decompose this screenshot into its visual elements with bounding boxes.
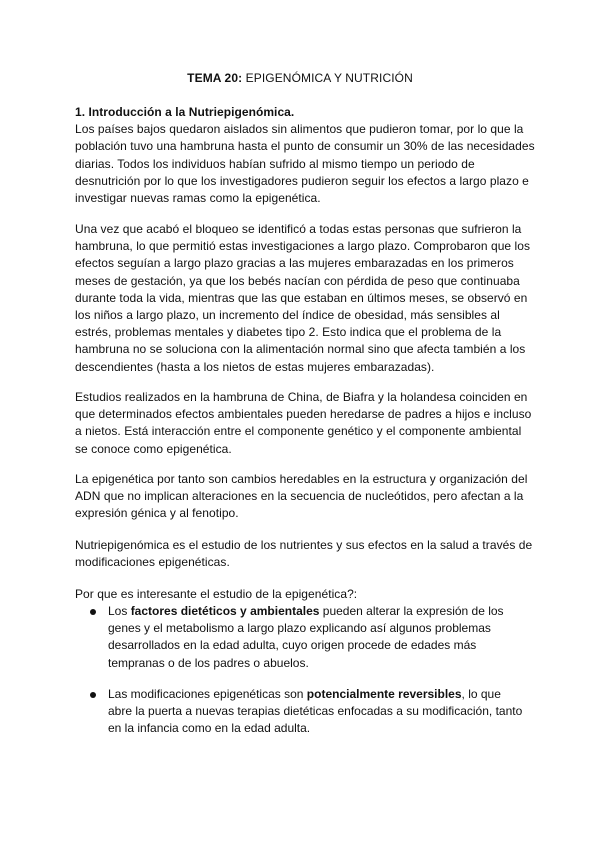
list-item-text: [108, 686, 528, 738]
page-title: [0, 71, 600, 85]
list-item-text: [108, 603, 528, 672]
paragraph-5: [75, 537, 535, 571]
paragraph-6: [75, 586, 535, 603]
section-intro: [75, 104, 535, 207]
paragraph-2-text: Una vez que acabó el bloqueo se identificó a todas estas personas que sufrieron la hambruna, lo que permitió estas investigaciones a largo plazo. Comprobaron que los efectos seguían a largo plazo gracias a las mujeres embarazadas en los primeros meses de gestación, ya que los bebés nacían con pérdida de peso que continuaba durante toda la vida, mientras que las que estaban en últimos meses, se observó en los niños a largo plazo, un incremento del índice de obesidad, más sensibles al estrés, problemas mentales y diabetes tipo 2. Esto indica que el problema de la hambruna no se soluciona con la alimentación normal sino que afecta también a los descendientes (hasta a los nietos de estas mujeres embarazadas).: [75, 222, 531, 374]
paragraph-3: [75, 389, 535, 458]
list-item-text-start: Las modificaciones epigenéticas son: [108, 687, 307, 701]
paragraph-2: [75, 221, 535, 376]
paragraph-5-text: Nutriepigenómica es el estudio de los nutrientes y sus efectos en la salud a través de modificaciones epigenéticas.: [75, 538, 533, 570]
paragraph-3-text: Estudios realizados en la hambruna de China, de Biafra y la holandesa coinciden en que determinados efectos ambientales pueden heredarse de padres a hijos e incluso a nietos. Está interacción entre el componente genético y el componente ambiental se conoce como epigenética.: [75, 390, 532, 456]
title-topic-number: TEMA 20:: [187, 71, 243, 85]
paragraph-1: Los países bajos quedaron aislados sin alimentos que pudieron tomar, por lo que la población tuvo una hambruna hasta el punto de consumir un 30% de las necesidades diarias. Todos los individuos habían sufrido al mismo tiempo un periodo de desnutrición por lo que los investigadores pudieron seguir los efectos a largo plazo e investigar nuevas ramas como la epigenética.: [75, 122, 535, 206]
paragraph-4-text: La epigenética por tanto son cambios heredables en la estructura y organización del ADN que no implican alteraciones en la secuencia de nucleótidos, pero afectan a la expresión génica y al fenotipo.: [75, 472, 528, 521]
list-item-text-start: Los: [108, 604, 131, 618]
paragraph-6-text: Por que es interesante el estudio de la epigenética?:: [75, 587, 358, 601]
title-topic-name: EPIGENÓMICA Y NUTRICIÓN: [242, 71, 413, 85]
list-item-text-end: , lo que abre la puerta a nuevas terapias dietéticas enfocadas a su modificación, tanto en la infancia como en la edad adulta.: [108, 687, 523, 736]
list-item-emphasis: factores dietéticos y ambientales: [130, 604, 320, 618]
list-item-text-end: pueden alterar la expresión de los genes y el metabolismo a largo plazo explicando así algunos problemas desarrollados en la edad adulta, cuyo origen procede de edades más tempranas o de los padres o abuelos.: [108, 604, 504, 670]
bullet-dot-icon: [90, 692, 96, 698]
paragraph-4: [75, 471, 535, 523]
section-heading: 1. Introducción a la Nutriepigenómica.: [75, 105, 295, 119]
bullet-dot-icon: [90, 609, 96, 615]
list-item-emphasis: potencialmente reversibles: [306, 687, 462, 701]
